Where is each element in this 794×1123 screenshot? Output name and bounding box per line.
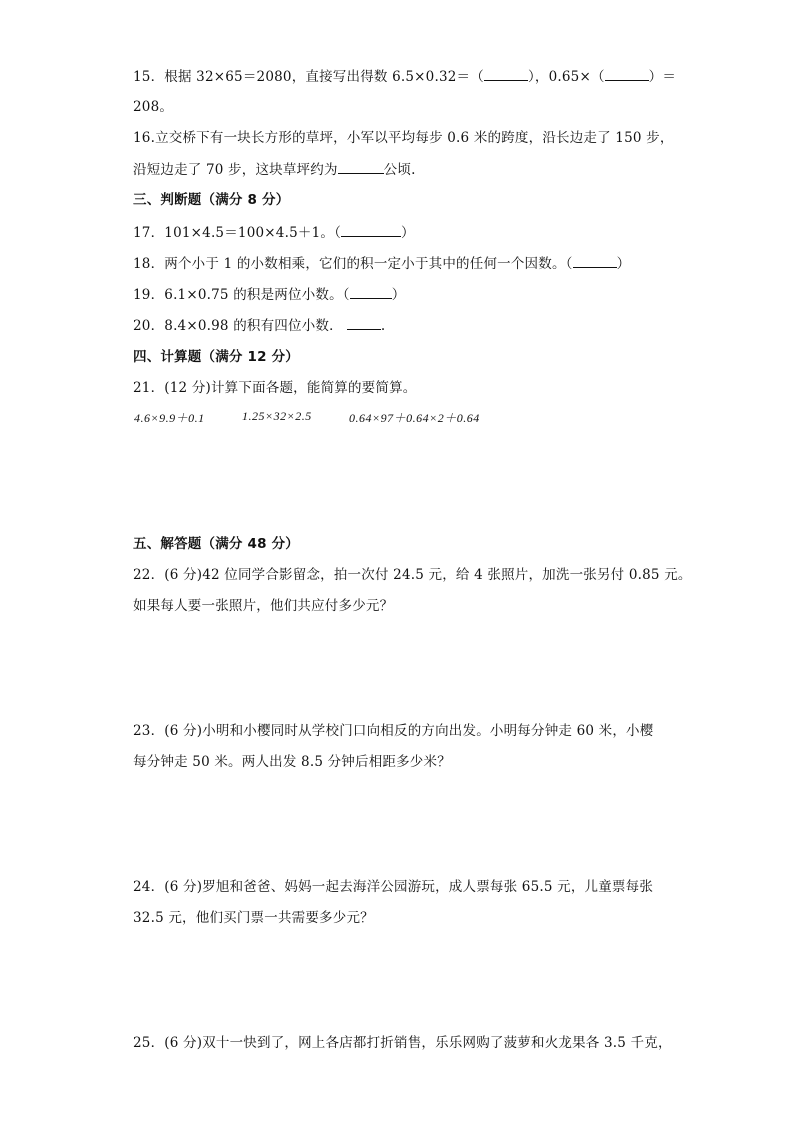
q23-line2: 每分钟走 50 米。两人出发 8.5 分钟后相距多少米？ (133, 754, 451, 770)
q24-line2: 32.5 元，他们买门票一共需要多少元？ (133, 910, 374, 926)
q20-answer-blank[interactable] (347, 315, 381, 330)
q21-line: 21．(12 分)计算下面各题，能简算的要简算。 (133, 380, 417, 396)
q20-line (133, 315, 385, 336)
q18-text-b: ） (616, 256, 631, 272)
section-5-heading: 五、解答题（满分 48 分） (133, 536, 299, 552)
q16-answer-blank[interactable] (338, 159, 384, 174)
q21-expression-3: 0.64×97＋0.64×2＋0.64 (349, 411, 480, 425)
q24-line1: 24．(6 分)罗旭和爸爸、妈妈一起去海洋公园游玩，成人票每张 65.5 元，儿童票每张 (133, 879, 654, 895)
q15-answer-blank-1[interactable] (484, 66, 528, 81)
q20-text-b: . (380, 318, 386, 334)
q21-expression-2: 1.25×32×2.5 (242, 409, 312, 423)
q18-text-a: 18．两个小于 1 的小数相乘，它们的积一定小于其中的任何一个因数。（ (133, 256, 573, 272)
q17-answer-blank[interactable] (341, 222, 401, 237)
q21-expression-1: 4.6×9.9＋0.1 (134, 411, 205, 425)
q15-text-c: ）＝ (648, 69, 677, 85)
q15-text-a: 15．根据 32×65＝2080，直接写出得数 6.5×0.32＝（ (133, 69, 484, 85)
q19-answer-blank[interactable] (350, 284, 392, 299)
q22-line2: 如果每人要一张照片，他们共应付多少元？ (133, 598, 394, 614)
q16-text-a: 沿短边走了 70 步，这块草坪约为 (133, 162, 338, 178)
q16-line1: 16.立交桥下有一块长方形的草坪，小军以平均每步 0.6 米的跨度，沿长边走了 150 步， (133, 130, 674, 146)
q17-text-b: ） (401, 225, 415, 241)
q18-line (133, 253, 630, 274)
q15-line2: 208。 (133, 99, 174, 115)
q15-line1 (133, 66, 676, 87)
q19-text-a: 19．6.1×0.75 的积是两位小数。（ (133, 287, 350, 303)
q15-text-b: ），0.65×（ (527, 69, 605, 85)
q19-text-b: ） (391, 287, 406, 303)
q23-line1: 23．(6 分)小明和小樱同时从学校门口向相反的方向出发。小明每分钟走 60 米，小樱 (133, 723, 654, 739)
section-3-heading: 三、判断题（满分 8 分） (133, 192, 290, 208)
q22-line1: 22．(6 分)42 位同学合影留念，拍一次付 24.5 元，给 4 张照片，加洗一张另付 0.85 元。 (133, 567, 692, 583)
section-4-heading: 四、计算题（满分 12 分） (133, 349, 299, 365)
q15-answer-blank-2[interactable] (605, 66, 649, 81)
q20-text-a: 20．8.4×0.98 的积有四位小数． (133, 318, 343, 334)
q16-line2 (133, 159, 416, 180)
q25-line1: 25．(6 分)双十一快到了，网上各店都打折销售，乐乐网购了菠萝和火龙果各 3.5 千克， (133, 1035, 672, 1051)
q18-answer-blank[interactable] (573, 253, 617, 268)
q16-text-b: 公顷. (383, 162, 416, 178)
q19-line (133, 284, 405, 305)
q17-line (133, 222, 415, 243)
q17-text-a: 17．101×4.5＝100×4.5＋1。（ (133, 225, 342, 241)
